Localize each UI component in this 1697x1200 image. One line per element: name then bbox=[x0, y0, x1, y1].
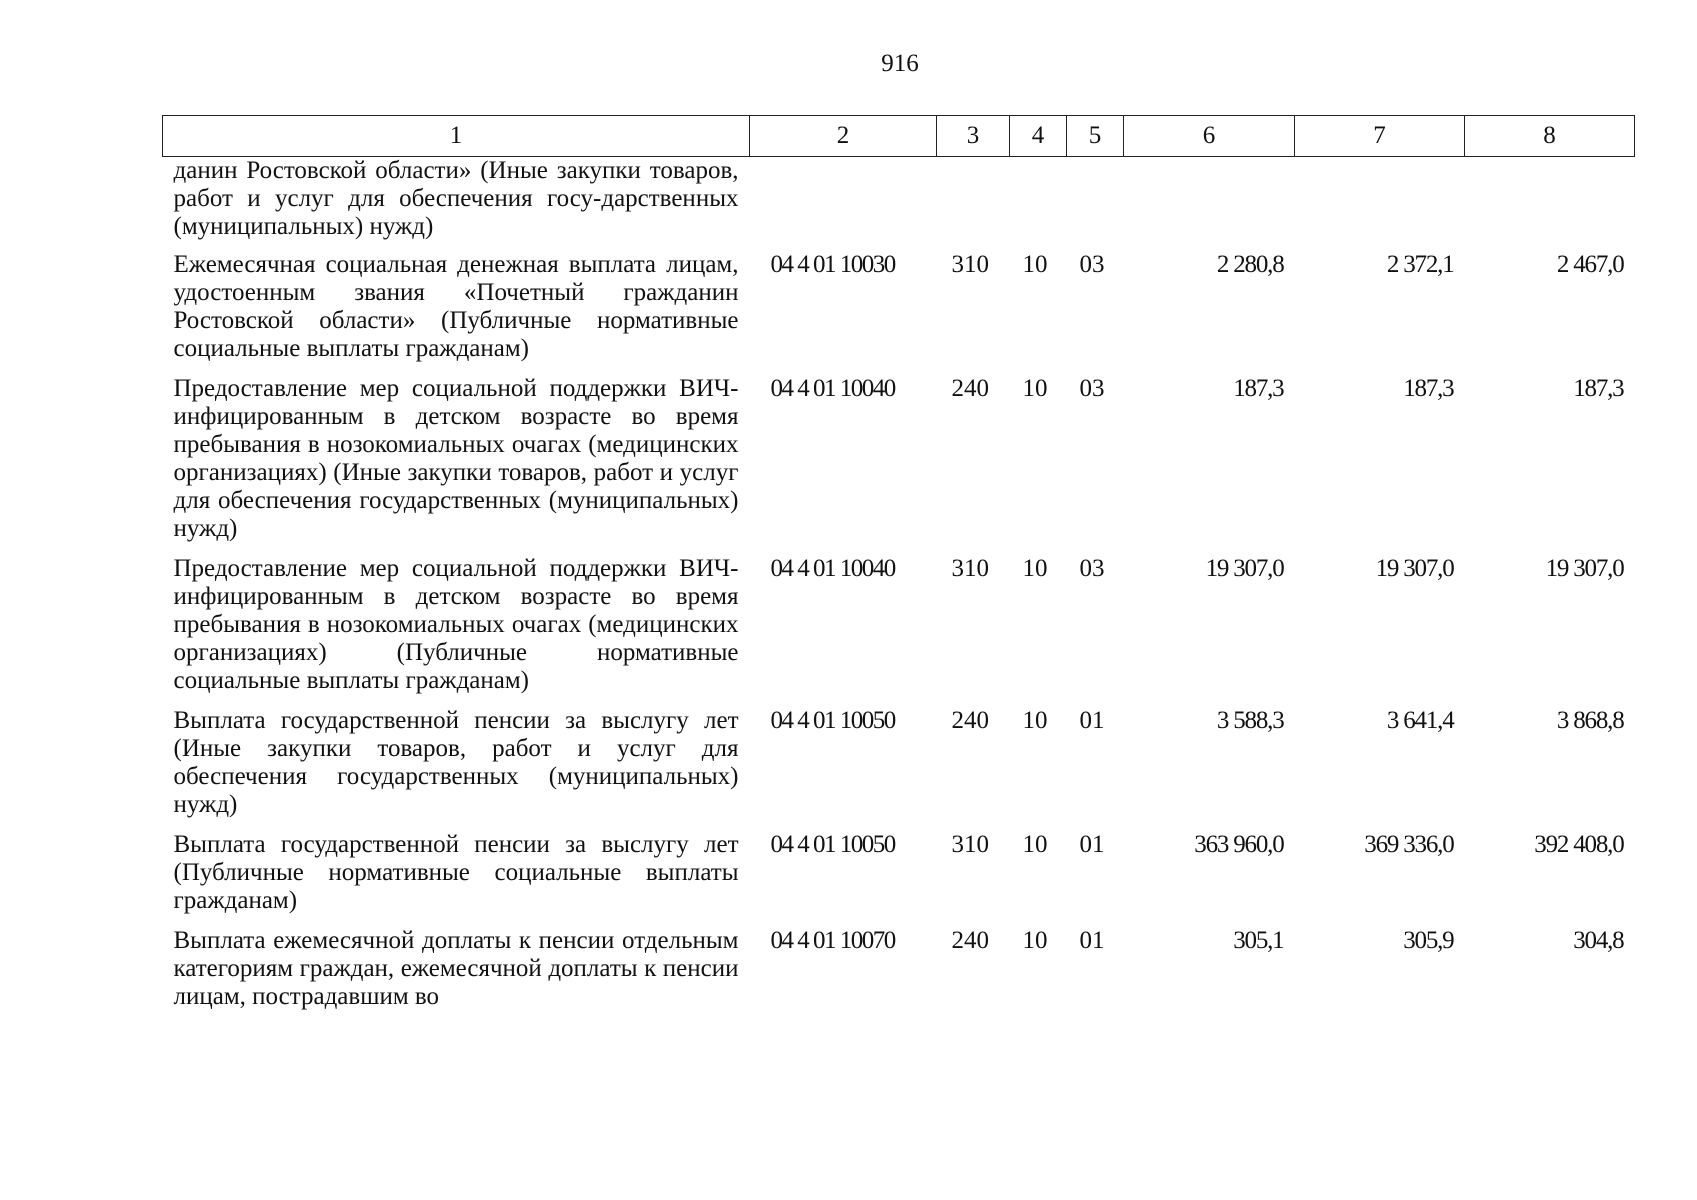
row-value-6: 2 280,8 bbox=[1216, 251, 1284, 278]
row-expense-type bbox=[937, 157, 1010, 252]
row-expense-type: 310 bbox=[951, 555, 989, 582]
row-value-6: 19 307,0 bbox=[1205, 555, 1284, 582]
row-value-7: 3 641,4 bbox=[1386, 707, 1454, 734]
row-section: 10 bbox=[1022, 707, 1048, 734]
table-header-row bbox=[163, 116, 1635, 157]
row-target-code: 04 4 01 10040 bbox=[770, 375, 895, 402]
header-col-6: 6 bbox=[1124, 116, 1295, 157]
row-subsection: 01 bbox=[1079, 831, 1105, 858]
row-expense-type: 310 bbox=[951, 831, 989, 858]
row-section: 10 bbox=[1022, 555, 1048, 582]
table-row bbox=[163, 927, 1635, 1023]
row-value-7 bbox=[1295, 157, 1465, 252]
table-row bbox=[163, 375, 1635, 555]
row-subsection: 03 bbox=[1079, 251, 1105, 278]
row-target-code: 04 4 01 10050 bbox=[770, 707, 895, 734]
table-row bbox=[163, 555, 1635, 707]
row-value-7: 369 336,0 bbox=[1364, 831, 1454, 858]
row-subsection bbox=[1067, 157, 1124, 252]
row-value-7: 187,3 bbox=[1403, 375, 1454, 402]
header-col-7: 7 bbox=[1295, 116, 1465, 157]
row-value-7: 305,9 bbox=[1403, 927, 1454, 954]
row-expense-type: 240 bbox=[951, 927, 989, 954]
header-col-4: 4 bbox=[1010, 116, 1067, 157]
row-expense-type: 240 bbox=[951, 707, 989, 734]
table-row bbox=[163, 707, 1635, 831]
row-value-8: 19 307,0 bbox=[1545, 555, 1624, 582]
row-target-code: 04 4 01 10050 bbox=[770, 831, 895, 858]
row-value-8: 304,8 bbox=[1573, 927, 1624, 954]
row-description: данин Ростовской области» (Иные закупки товаров, работ и услуг для обеспечения госу-дарственных (муниципальных) нужд) bbox=[173, 157, 739, 240]
row-value-8: 2 467,0 bbox=[1556, 251, 1624, 278]
row-value-8: 3 868,8 bbox=[1556, 707, 1624, 734]
row-section: 10 bbox=[1022, 831, 1048, 858]
header-col-3: 3 bbox=[937, 116, 1010, 157]
row-target-code: 04 4 01 10070 bbox=[770, 927, 895, 954]
header-col-8: 8 bbox=[1465, 116, 1635, 157]
row-description: Предоставление мер социальной поддержки ВИЧ-инфицированным в детском возрасте во время пребывания в нозокомиальных очагах (медицинских организациях) (Публичные нормативные социальные выплаты гражданам) bbox=[173, 555, 739, 694]
table-header bbox=[163, 116, 1635, 157]
row-value-8 bbox=[1465, 157, 1635, 252]
header-col-2: 2 bbox=[750, 116, 937, 157]
row-description: Ежемесячная социальная денежная выплата лицам, удостоенным звания «Почетный гражданин Ростовской области» (Публичные нормативные социальные выплаты гражданам) bbox=[173, 251, 739, 362]
table-row bbox=[163, 251, 1635, 375]
table-body bbox=[163, 157, 1635, 1024]
row-value-7: 2 372,1 bbox=[1386, 251, 1454, 278]
row-value-6: 3 588,3 bbox=[1216, 707, 1284, 734]
row-description: Выплата ежемесячной доплаты к пенсии отдельным категориям граждан, ежемесячной доплаты к пенсии лицам, пострадавшим во bbox=[173, 927, 739, 1010]
budget-table bbox=[162, 115, 1635, 1023]
row-value-8: 187,3 bbox=[1573, 375, 1624, 402]
header-col-1: 1 bbox=[163, 116, 750, 157]
row-value-8: 392 408,0 bbox=[1534, 831, 1624, 858]
row-section: 10 bbox=[1022, 375, 1048, 402]
row-subsection: 01 bbox=[1079, 927, 1105, 954]
row-expense-type: 240 bbox=[951, 375, 989, 402]
page-number: 916 bbox=[881, 50, 919, 77]
row-subsection: 03 bbox=[1079, 555, 1105, 582]
row-value-6: 363 960,0 bbox=[1194, 831, 1284, 858]
row-value-6: 305,1 bbox=[1233, 927, 1284, 954]
row-target-code: 04 4 01 10040 bbox=[770, 555, 895, 582]
row-description: Выплата государственной пенсии за выслугу лет (Иные закупки товаров, работ и услуг для обеспечения государственных (муниципальных) нужд) bbox=[173, 707, 739, 818]
table-row bbox=[163, 831, 1635, 927]
row-section: 10 bbox=[1022, 251, 1048, 278]
row-subsection: 03 bbox=[1079, 375, 1105, 402]
header-col-5: 5 bbox=[1067, 116, 1124, 157]
row-value-6: 187,3 bbox=[1233, 375, 1284, 402]
row-section bbox=[1010, 157, 1067, 252]
table-row bbox=[163, 157, 1635, 252]
row-value-6 bbox=[1124, 157, 1295, 252]
row-description: Предоставление мер социальной поддержки ВИЧ-инфицированным в детском возрасте во время пребывания в нозокомиальных очагах (медицинских организациях) (Иные закупки товаров, работ и услуг для обеспечения государственных (муниципальных) нужд) bbox=[173, 375, 739, 542]
row-description: Выплата государственной пенсии за выслугу лет (Публичные нормативные социальные выплаты гражданам) bbox=[173, 831, 739, 914]
row-target-code bbox=[750, 157, 937, 252]
row-expense-type: 310 bbox=[951, 251, 989, 278]
row-target-code: 04 4 01 10030 bbox=[770, 251, 895, 278]
row-section: 10 bbox=[1022, 927, 1048, 954]
row-value-7: 19 307,0 bbox=[1375, 555, 1454, 582]
row-subsection: 01 bbox=[1079, 707, 1105, 734]
